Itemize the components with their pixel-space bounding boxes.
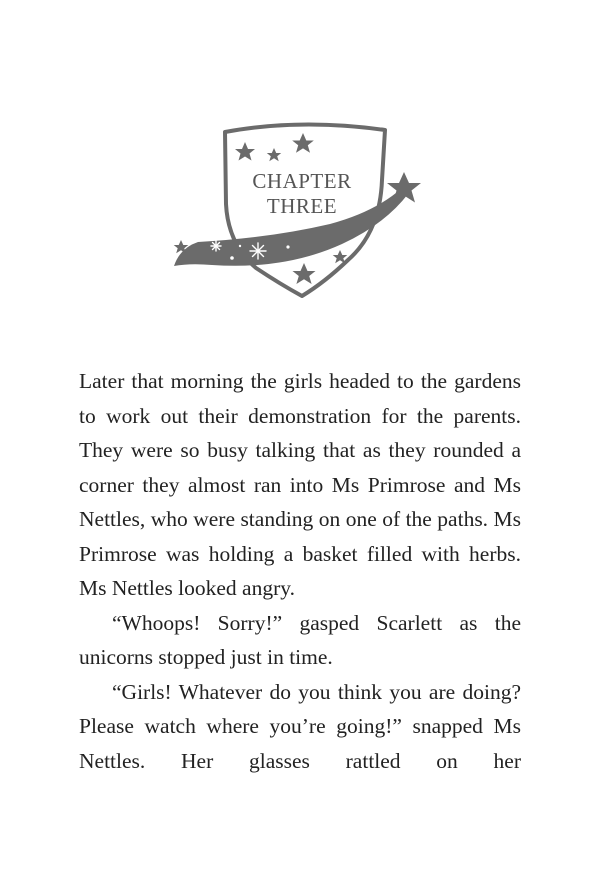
- paragraph: Later that morning the girls headed to the gardens to work out their demonstration for the parents. They were so busy talking that as they rounded a corner they almost ran into Ms Primrose and Ms Nettles, who were standing on one of the paths. Ms Primrose was holding a basket filled with herbs. Ms Nettles looked angry.: [79, 369, 521, 600]
- body-text: [79, 364, 521, 778]
- paragraph: “Girls! Whatever do you think you are doing? Please watch where you’re going!” snapped Ms Nettles. Her glasses rattled on her: [79, 679, 521, 773]
- star-icon: [267, 148, 281, 161]
- chapter-heading: [226, 169, 378, 219]
- chapter-label: CHAPTER: [252, 169, 352, 193]
- star-icon: [235, 142, 255, 161]
- star-icon: [293, 263, 316, 284]
- paragraph: “Whoops! Sorry!” gasped Scarlett as the unicorns stopped just in time.: [79, 610, 521, 669]
- star-icon: [292, 133, 314, 153]
- chapter-number: THREE: [266, 194, 338, 218]
